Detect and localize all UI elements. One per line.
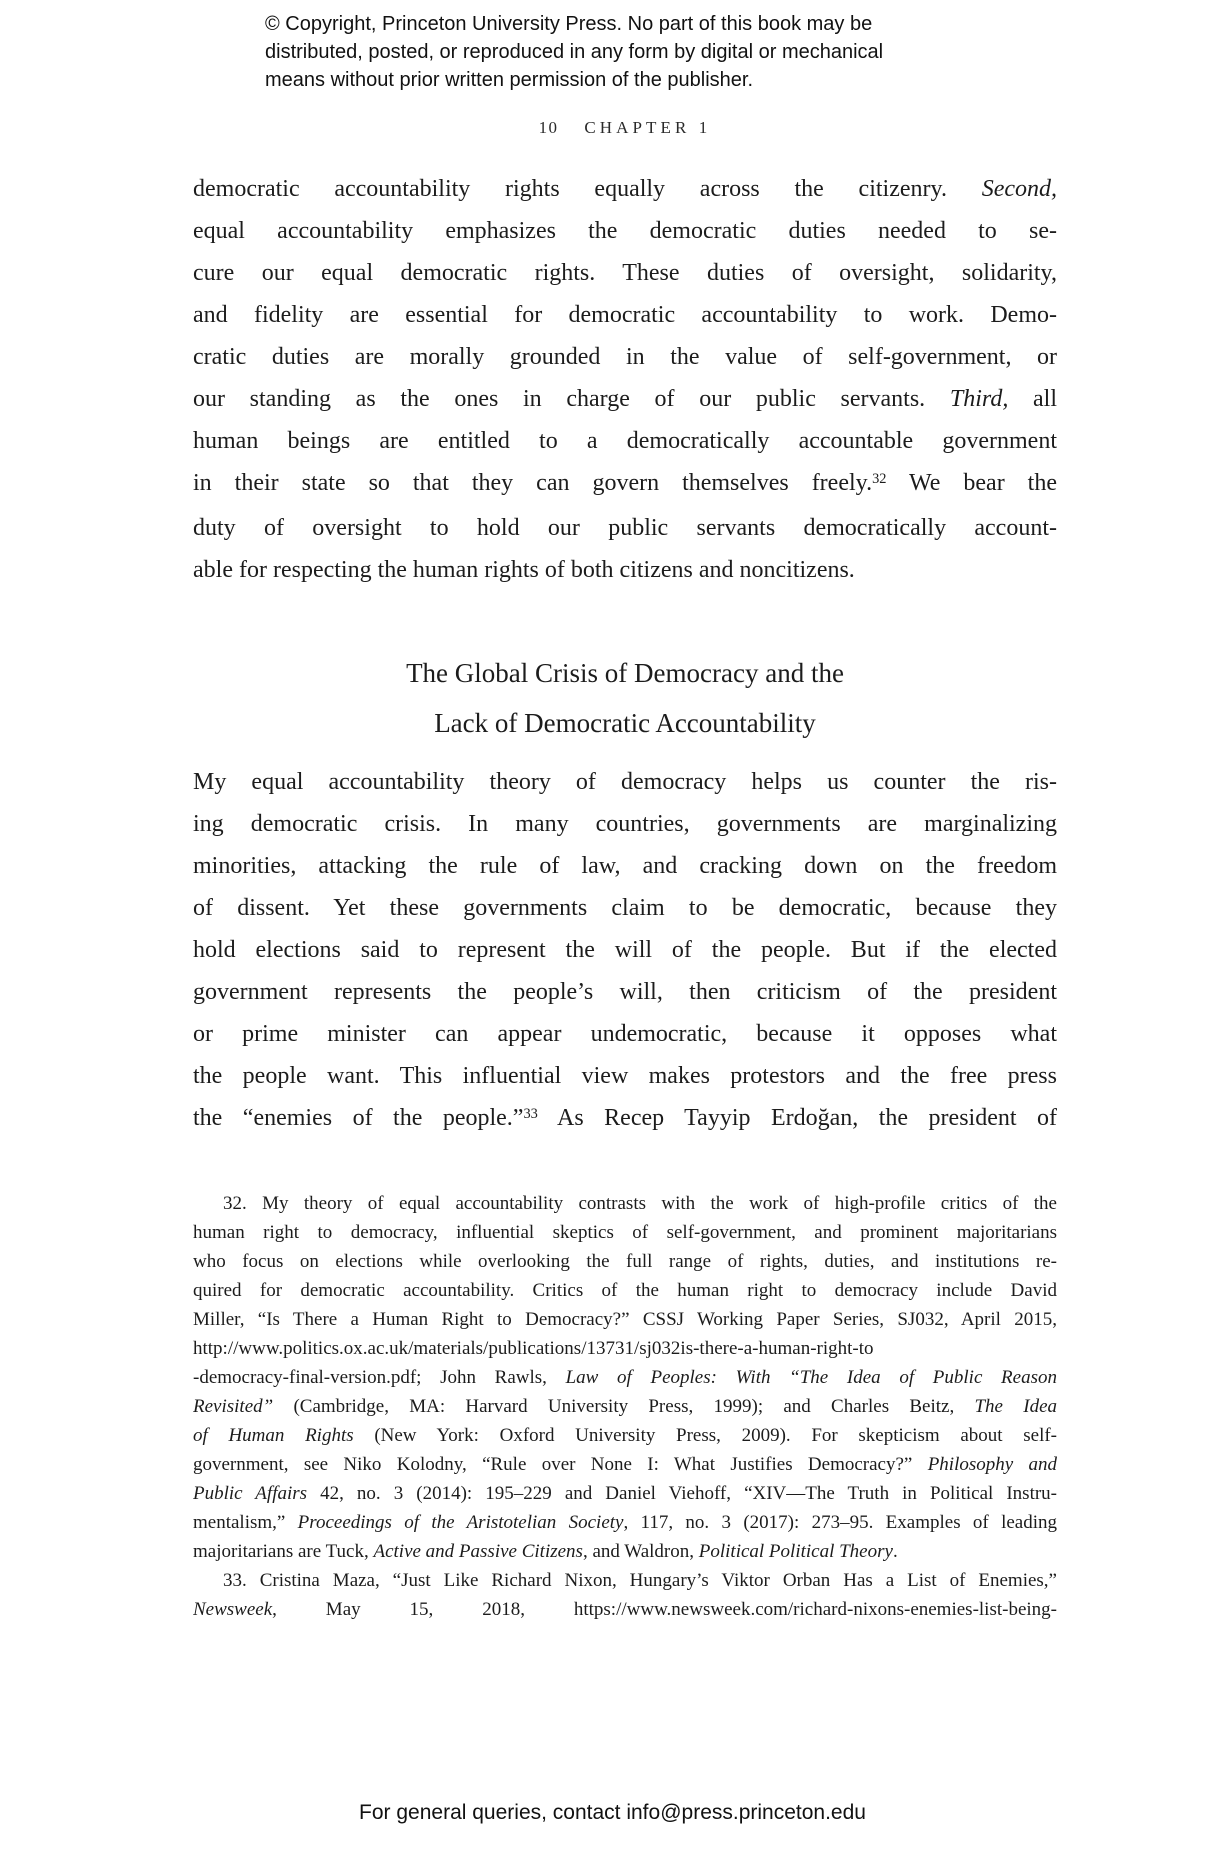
text-line: 32. My theory of equal accountability contrasts with the work of high-profile critics of the [223,1193,1057,1214]
text-line: our standing as the ones in charge of our public servants. Third, all [193,386,1057,412]
text-line: cratic duties are morally grounded in the value of self-government, or [193,344,1057,370]
queries-footer: For general queries, contact info@press.princeton.edu [359,1801,866,1824]
chapter-label: CHAPTER 1 [584,118,712,137]
section-heading-line: The Global Crisis of Democracy and the [406,658,844,688]
footnotes-block [193,1189,1057,1624]
footnote-33 [193,1566,1057,1624]
text-line: government represents the people’s will, then criticism of the president [193,979,1057,1005]
text-line: My equal accountability theory of democracy helps us counter the ris- [193,769,1057,795]
text-line: majoritarians are Tuck, Active and Passive Citizens, and Waldron, Political Political Theory. [193,1541,898,1562]
text-line: equal accountability emphasizes the democratic duties needed to se- [193,218,1057,244]
text-line: who focus on elections while overlooking the full range of rights, duties, and institutions re- [193,1251,1057,1272]
copyright-notice [265,10,965,94]
section-heading [193,648,1057,748]
text-line: the “enemies of the people.”$^{33}$ As Recep Tayyip Erdoğan, the president of [193,1105,1057,1131]
text-line: Newsweek, May 15, 2018, https://www.newsweek.com/richard-nixons-enemies-list-being- [193,1599,1057,1620]
text-line: -democracy-final-version.pdf; John Rawls, Law of Peoples: With “The Idea of Public Reason [193,1367,1057,1388]
text-line: 33. Cristina Maza, “Just Like Richard Nixon, Hungary’s Viktor Orban Has a List of Enemies,” [223,1570,1057,1591]
text-line: in their state so that they can govern themselves freely.$^{32}$ We bear the [193,470,1057,496]
text-line: Miller, “Is There a Human Right to Democracy?” CSSJ Working Paper Series, SJ032, April 2015, [193,1309,1057,1330]
text-line: government, see Niko Kolodny, “Rule over None I: What Justifies Democracy?” Philosophy and [193,1454,1057,1475]
text-line: the people want. This influential view makes protestors and the free press [193,1063,1057,1089]
text-line: democratic accountability rights equally across the citizenry. Second, [193,176,1057,202]
text-line: minorities, attacking the rule of law, and cracking down on the freedom [193,853,1057,879]
text-line: able for respecting the human rights of both citizens and noncitizens. [193,557,855,583]
text-line: of dissent. Yet these governments claim to be democratic, because they [193,895,1057,921]
text-line: or prime minister can appear undemocratic, because it opposes what [193,1021,1057,1047]
text-line: hold elections said to represent the will of the people. But if the elected [193,937,1057,963]
body-paragraph-1 [193,168,1057,591]
copyright-line: means without prior written permission of the publisher. [265,69,754,91]
text-line: ing democratic crisis. In many countries, governments are marginalizing [193,811,1057,837]
body-paragraph-2 [193,761,1057,1142]
running-head [193,118,1057,138]
text-line: cure our equal democratic rights. These duties of oversight, solidarity, [193,260,1057,286]
text-line: duty of oversight to hold our public servants democratically account- [193,515,1057,541]
text-line: http://www.politics.ox.ac.uk/materials/publications/13731/sj032is-there-a-human-right-to [193,1338,874,1359]
text-line: human right to democracy, influential skeptics of self-government, and prominent majoritarians [193,1222,1057,1243]
footnote-32 [193,1189,1057,1566]
text-line: and fidelity are essential for democratic accountability to work. Demo- [193,302,1057,328]
text-line: quired for democratic accountability. Critics of the human right to democracy include David [193,1280,1057,1301]
page-number: 10 [538,118,559,137]
text-line: Public Affairs 42, no. 3 (2014): 195–229 and Daniel Viehoff, “XIV—The Truth in Political Instru- [193,1483,1057,1504]
copyright-line: distributed, posted, or reproduced in any form by digital or mechanical [265,41,884,63]
text-line: human beings are entitled to a democratically accountable government [193,428,1057,454]
text-line: of Human Rights (New York: Oxford University Press, 2009). For skepticism about self- [193,1425,1057,1446]
section-heading-line: Lack of Democratic Accountability [434,708,816,738]
text-line: Revisited” (Cambridge, MA: Harvard University Press, 1999); and Charles Beitz, The Idea [193,1396,1057,1417]
text-line: mentalism,” Proceedings of the Aristotelian Society, 117, no. 3 (2017): 273–95. Examples of leading [193,1512,1057,1533]
copyright-line: © Copyright, Princeton University Press. No part of this book may be [265,13,873,35]
